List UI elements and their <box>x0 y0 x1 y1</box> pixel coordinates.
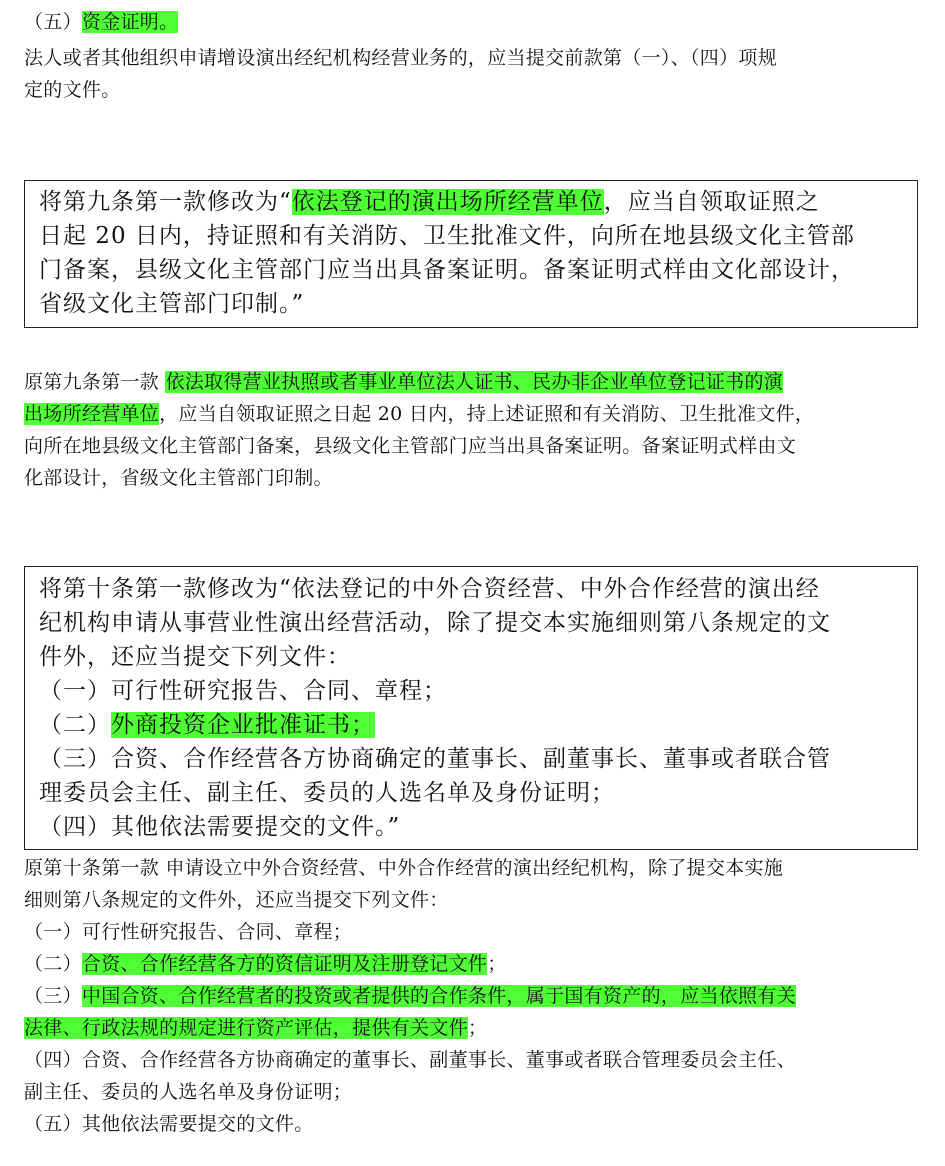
highlight: 依法取得营业执照或者事业单位法人证书、民办非企业单位登记证书的演 <box>165 371 784 393</box>
amendment-box-article-9 <box>24 180 918 328</box>
text-line: （五）其他依法需要提交的文件。 <box>24 1113 314 1135</box>
text-line: 将第十条第一款修改为“依法登记的中外合资经营、中外合作经营的演出经 <box>39 576 820 602</box>
text-line: （一）可行性研究报告、合同、章程； <box>39 678 447 704</box>
text-line: 细则第八条规定的文件外，还应当提交下列文件： <box>24 889 449 911</box>
text-line: （四）合资、合作经营各方协商确定的董事长、副董事长、董事或者联合管理委员会主任、 <box>24 1049 797 1071</box>
original-article-9 <box>24 366 920 494</box>
text-line: 件外，还应当提交下列文件： <box>39 644 351 670</box>
text-line: 将第九条第一款修改为“依法登记的演出场所经营单位，应当自领取证照之 <box>39 189 820 215</box>
highlight: 外商投资企业批准证书； <box>111 712 375 738</box>
text-line: 法人或者其他组织申请增设演出经纪机构经营业务的，应当提交前款第（一）、（四）项规 <box>24 47 778 69</box>
text-line: （二）外商投资企业批准证书； <box>39 712 375 738</box>
text-line: 纪机构申请从事营业性演出经营活动，除了提交本实施细则第八条规定的文 <box>39 610 831 636</box>
top-fragment <box>24 6 920 106</box>
text-line: （三）中国合资、合作经营者的投资或者提供的合作条件，属于国有资产的，应当依照有关 <box>24 985 797 1007</box>
text-line: （二）合资、合作经营各方的资信证明及注册登记文件； <box>24 953 507 975</box>
text-line: 向所在地县级文化主管部门备案，县级文化主管部门应当出具备案证明。备案证明式样由文 <box>24 435 797 457</box>
highlight: 资金证明。 <box>81 11 179 33</box>
highlight: 合资、合作经营各方的资信证明及注册登记文件 <box>81 953 488 975</box>
text-line: （三）合资、合作经营各方协商确定的董事长、副董事长、董事或者联合管 <box>39 746 831 772</box>
text-line: 副主任、委员的人选名单及身份证明； <box>24 1081 353 1103</box>
text-line: 门备案，县级文化主管部门应当出具备案证明。备案证明式样由文化部设计， <box>39 257 855 283</box>
highlight: 出场所经营单位 <box>24 403 160 425</box>
text-line: （四）其他依法需要提交的文件。” <box>39 814 401 840</box>
highlight: 中国合资、合作经营者的投资或者提供的合作条件，属于国有资产的，应当依照有关 <box>81 985 797 1007</box>
text-line: 原第十条第一款 申请设立中外合资经营、中外合作经营的演出经纪机构，除了提交本实施 <box>24 857 784 879</box>
text-line: 法律、行政法规的规定进行资产评估，提供有关文件； <box>24 1017 488 1039</box>
text-line: 出场所经营单位，应当自领取证照之日起 20 日内，持上述证照和有关消防、卫生批准文件， <box>24 403 815 425</box>
item-5-line: （五）资金证明。 <box>24 11 179 33</box>
original-article-10 <box>24 852 920 1140</box>
text-line: 省级文化主管部门印制。” <box>39 291 305 317</box>
text-line: 日起 20 日内，持证照和有关消防、卫生批准文件，向所在地县级文化主管部 <box>39 223 855 249</box>
text-line: 理委员会主任、副主任、委员的人选名单及身份证明； <box>39 780 615 806</box>
highlight: 依法登记的演出场所经营单位 <box>291 189 604 215</box>
text-line: 化部设计，省级文化主管部门印制。 <box>24 467 333 489</box>
amendment-box-article-10 <box>24 566 918 850</box>
text-line: （一）可行性研究报告、合同、章程； <box>24 921 353 943</box>
highlight: 法律、行政法规的规定进行资产评估，提供有关文件 <box>24 1017 468 1039</box>
text-line: 原第九条第一款 依法取得营业执照或者事业单位法人证书、民办非企业单位登记证书的演 <box>24 371 784 393</box>
text-line: 定的文件。 <box>24 79 121 101</box>
